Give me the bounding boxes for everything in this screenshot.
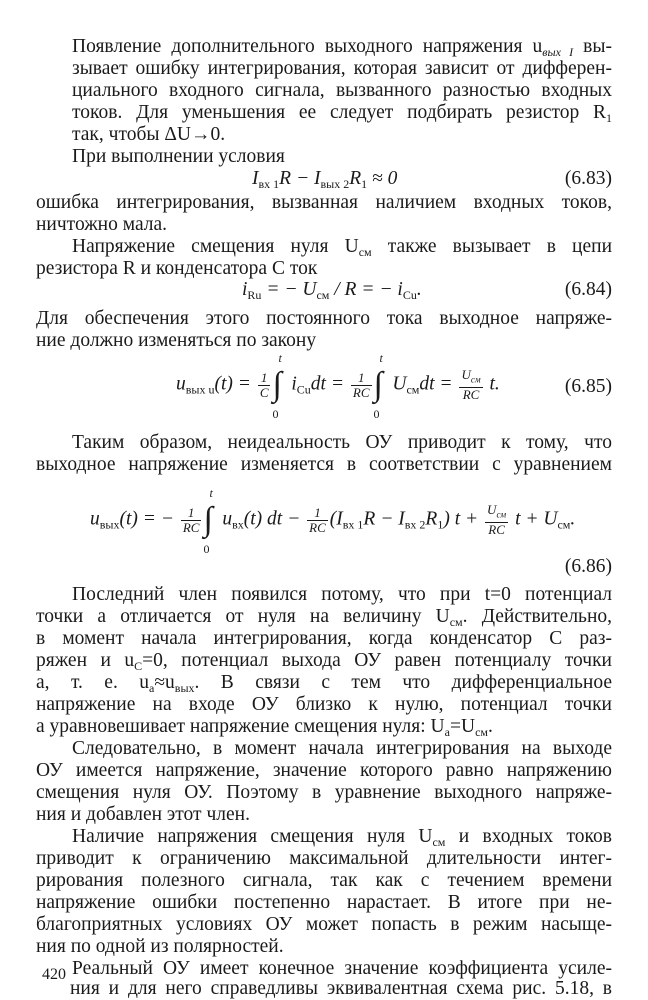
equation-6-83: $I_{вх 1}R - I_{вых 2}R_1 \approx 0$ [252, 168, 398, 191]
text-line: Следовательно, в момент начала интегрирования на выходе [72, 738, 612, 759]
text-line: ния по одной из полярностей. [36, 936, 284, 957]
equation-6-85: $u_{вых u}(t)$ = $\frac{1}{C}$ ∫ t 0 $i_{Cu}dt$ = $\frac{1}{RC}$ ∫ t 0 $U_{см}dt$ = $\frac{U_{см}}{RC}$ t. [176, 351, 500, 421]
text-line: Таким образом, неидеальность ОУ приводит к тому, что [72, 432, 612, 453]
equation-number: (6.83) [564, 168, 612, 189]
text-line: ряжен и $u_C=0$, потенциал выхода ОУ равен потенциалу точки [36, 650, 612, 673]
text-line: приводит к ограничению максимальной длительности интег- [36, 848, 612, 869]
text-line: смещения нуля ОУ. Поэтому в уравнение выходного напряже- [36, 782, 612, 803]
text-line: резистора R и конденсатора C ток [36, 258, 318, 279]
text-line: напряжение ошибки постепенно нарастает. В итоге при не- [36, 892, 612, 913]
equation-number: (6.85) [564, 376, 612, 397]
text-line: a уравновешивает напряжение смещения нуля: $U_a=U_{см}$. [36, 716, 493, 739]
text-line: в момент начала интегрирования, когда конденсатор C раз- [36, 628, 612, 649]
text-line: Реальный ОУ имеет конечное значение коэффициента усиле- [72, 958, 612, 979]
text-line: ошибка интегрирования, вызванная наличием входных токов, [36, 192, 612, 213]
equation-number: (6.84) [564, 279, 612, 300]
text-line: Наличие напряжения смещения нуля $U_{см}$ и входных токов [72, 826, 612, 849]
equation-6-86: $u_{вых}(t)$ = − $\frac{1}{RC}$ ∫ t 0 $u_{вх}(t)$ dt − $\frac{1}{RC}$ $(I_{вх 1}R - I_{вх 2}R_1) t$ + $\frac{U_{см}}{RC}$ $t + U_{см}$. [90, 486, 576, 556]
equation-number: (6.86) [564, 556, 612, 577]
text-line: При выполнении условия [72, 146, 285, 167]
text-line: зывает ошибку интегрирования, которая зависит от дифферен- [72, 58, 612, 79]
text-line: Последний член появился потому, что при t=0 потенциал [72, 584, 612, 605]
text-line: рирования полезного сигнала, так как с течением времени [36, 870, 612, 891]
text-line: ОУ имеется напряжение, значение которого равно напряжению [36, 760, 612, 781]
text-line: Напряжение смещения нуля $U_{см}$ также вызывает в цепи [72, 236, 613, 259]
text-line: ние должно изменяться по закону [36, 330, 317, 351]
text-line: токов. Для уменьшения ее следует подбирать резистор $R_1$ [72, 102, 612, 125]
text-line: циального входного сигнала, вызванного разностью входных [72, 80, 612, 101]
text-line: Появление дополнительного выходного напряжения $u_{вых I}$ вы- [72, 36, 612, 59]
text-line: точки a отличается от нуля на величину $U_{см}$. Действительно, [36, 606, 612, 629]
text-line: ничтожно мала. [36, 214, 168, 235]
text-line: напряжение на входе ОУ близко к нулю, потенциал точки [36, 694, 612, 715]
text-line: a, т. е. $u_a\approx u_{вых}$. В связи с тем что дифференциальное [36, 672, 613, 695]
page-number: 420 [42, 966, 66, 983]
text-line: ния и для него справедливы эквивалентная схема рис. 5.18, в [70, 978, 612, 999]
text-line: Для обеспечения этого постоянного тока выходное напряже- [36, 308, 612, 329]
equation-6-84: $i_{Ru}$ = − $U_{см}$ / R = − $i_{Cu}$. [242, 279, 422, 302]
text-line: выходное напряжение изменяется в соответствии с уравнением [36, 454, 612, 475]
text-line: так, чтобы ΔU→0. [72, 124, 226, 145]
text-line: благоприятных условиях ОУ может попасть в режим насыще- [36, 914, 612, 935]
text-line: ния и добавлен этот член. [36, 804, 250, 825]
